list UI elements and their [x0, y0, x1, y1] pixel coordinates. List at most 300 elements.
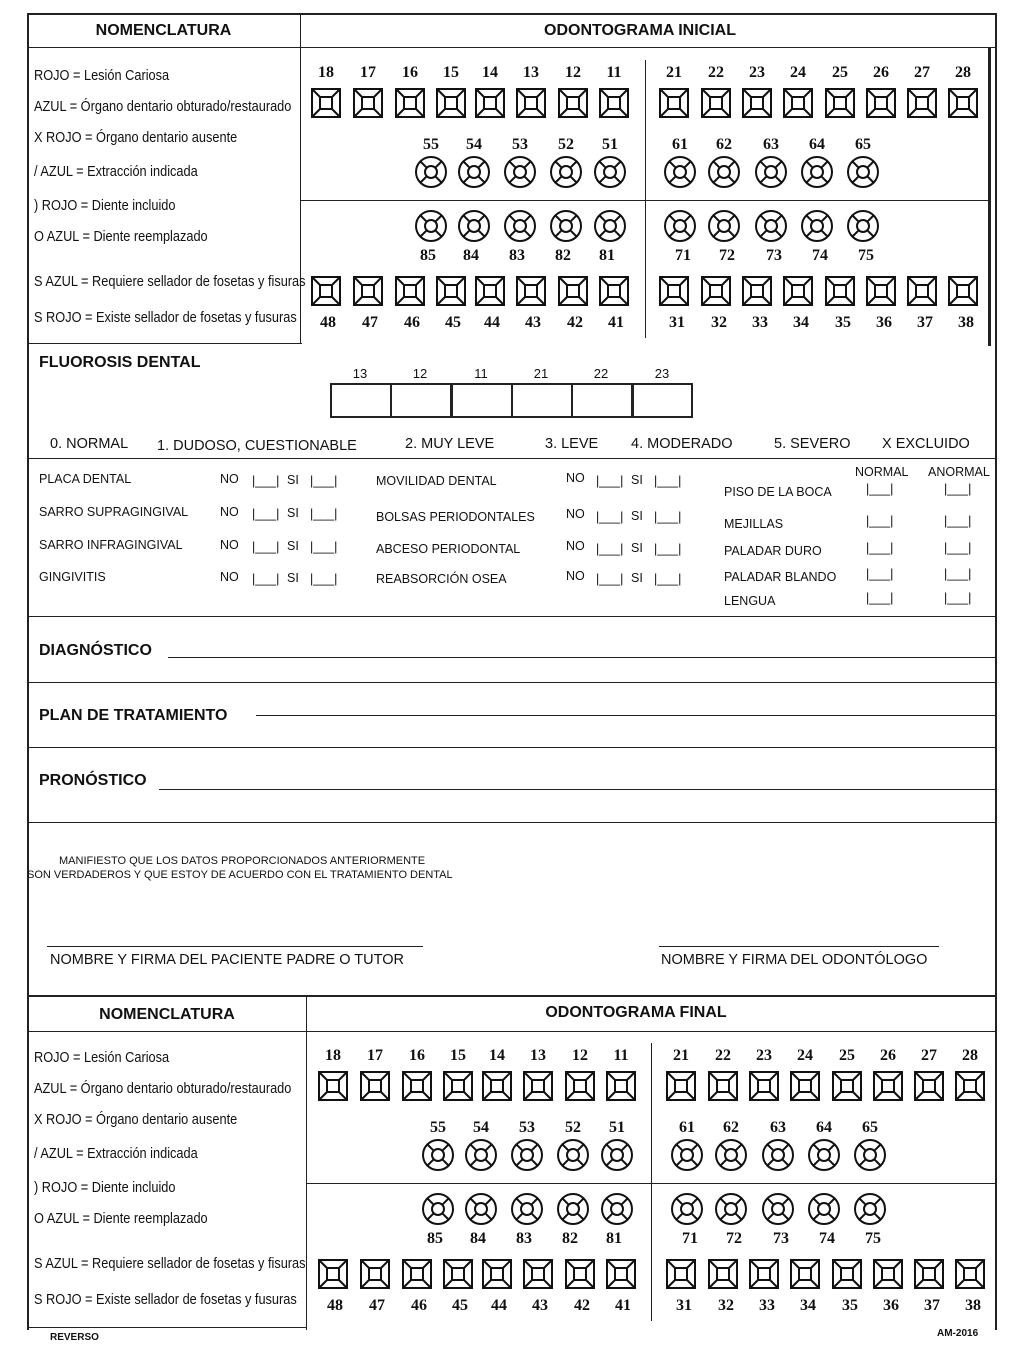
permanent-tooth-chart-47[interactable] [352, 275, 384, 307]
permanent-tooth-chart-14[interactable] [474, 87, 506, 119]
tooth-number: 72 [726, 1230, 742, 1247]
permanent-tooth-chart-25[interactable] [831, 1070, 863, 1102]
periodontal-item: GINGIVITIS [39, 570, 106, 584]
permanent-tooth-chart-41[interactable] [605, 1258, 637, 1290]
permanent-tooth-chart-27[interactable] [906, 87, 938, 119]
anormal-checkbox[interactable]: |___| [944, 514, 972, 528]
si-label: SI [287, 506, 299, 520]
si-label: SI [287, 473, 299, 487]
tooth-number: 16 [402, 64, 418, 81]
permanent-tooth-chart-45[interactable] [442, 1258, 474, 1290]
permanent-tooth-chart-11[interactable] [605, 1070, 637, 1102]
si-label: SI [631, 541, 643, 555]
nomenclature-item: O AZUL = Diente reemplazado [34, 229, 208, 245]
fluorosis-cell[interactable] [511, 383, 573, 418]
permanent-tooth-chart-47[interactable] [359, 1258, 391, 1290]
primary-tooth-chart-63[interactable] [761, 1138, 795, 1172]
permanent-tooth-chart-32[interactable] [700, 275, 732, 307]
soft-tissue-item: PALADAR BLANDO [724, 570, 837, 584]
tooth-number: 34 [800, 1297, 816, 1314]
permanent-tooth-chart-26[interactable] [865, 87, 897, 119]
no-checkbox[interactable]: |___| [596, 572, 624, 586]
primary-tooth-chart-72[interactable] [707, 209, 741, 243]
diagnostico-line[interactable] [168, 657, 995, 658]
si-label: SI [287, 571, 299, 585]
si-checkbox[interactable]: |___| [654, 510, 682, 524]
fluorosis-scale-item: 4. MODERADO [631, 436, 733, 452]
midline-divider [645, 60, 646, 338]
tooth-number: 51 [609, 1119, 625, 1136]
permanent-tooth-chart-45[interactable] [435, 275, 467, 307]
tooth-number: 42 [567, 314, 583, 331]
permanent-tooth-chart-13[interactable] [515, 87, 547, 119]
right-edge [988, 48, 991, 346]
nomenclature-item: X ROJO = Órgano dentario ausente [34, 130, 238, 146]
tooth-number: 26 [873, 64, 889, 81]
tooth-number: 82 [555, 247, 571, 264]
permanent-tooth-chart-17[interactable] [352, 87, 384, 119]
permanent-tooth-chart-21[interactable] [665, 1070, 697, 1102]
tooth-number: 51 [602, 136, 618, 153]
tooth-number: 27 [914, 64, 930, 81]
tooth-number: 25 [839, 1047, 855, 1064]
no-label: NO [220, 472, 239, 486]
no-label: NO [566, 539, 585, 553]
permanent-tooth-chart-24[interactable] [782, 87, 814, 119]
patient-signature-line[interactable] [47, 946, 423, 947]
primary-tooth-chart-73[interactable] [761, 1192, 795, 1226]
tooth-number: 13 [523, 64, 539, 81]
permanent-tooth-chart-44[interactable] [481, 1258, 513, 1290]
soft-tissue-item: LENGUA [724, 594, 776, 608]
permanent-tooth-chart-26[interactable] [872, 1070, 904, 1102]
fluorosis-scale-item: 5. SEVERO [774, 436, 851, 452]
no-label: NO [220, 505, 239, 519]
permanent-tooth-chart-38[interactable] [947, 275, 979, 307]
tooth-number: 37 [917, 314, 933, 331]
fluorosis-cell[interactable] [390, 383, 452, 418]
permanent-tooth-chart-17[interactable] [359, 1070, 391, 1102]
tooth-number: 84 [463, 247, 479, 264]
tooth-number: 21 [666, 64, 682, 81]
tooth-number: 33 [759, 1297, 775, 1314]
nomenclature-item: O AZUL = Diente reemplazado [34, 1211, 208, 1227]
si-label: SI [631, 509, 643, 523]
plan-line[interactable] [256, 715, 995, 716]
plan-label: PLAN DE TRATAMIENTO [39, 707, 228, 724]
pronostico-label: PRONÓSTICO [39, 772, 147, 789]
nomenclature-item: ROJO = Lesión Cariosa [34, 68, 170, 84]
consent-line-1: MANIFIESTO QUE LOS DATOS PROPORCIONADOS ANTERIORMENTE [59, 855, 426, 867]
primary-tooth-chart-75[interactable] [853, 1192, 887, 1226]
primary-tooth-chart-53[interactable] [503, 155, 537, 189]
permanent-tooth-chart-32[interactable] [707, 1258, 739, 1290]
permanent-tooth-chart-34[interactable] [789, 1258, 821, 1290]
primary-tooth-chart-51[interactable] [600, 1138, 634, 1172]
tooth-number: 64 [809, 136, 825, 153]
permanent-tooth-chart-43[interactable] [522, 1258, 554, 1290]
tooth-number: 22 [715, 1047, 731, 1064]
permanent-tooth-chart-12[interactable] [557, 87, 589, 119]
tooth-number: 24 [797, 1047, 813, 1064]
tooth-number: 18 [318, 64, 334, 81]
tooth-number: 22 [708, 64, 724, 81]
permanent-tooth-chart-22[interactable] [707, 1070, 739, 1102]
si-checkbox[interactable]: |___| [654, 572, 682, 586]
arch-divider [300, 200, 990, 201]
tooth-number: 81 [606, 1230, 622, 1247]
pronostico-line[interactable] [159, 789, 995, 790]
permanent-tooth-chart-33[interactable] [748, 1258, 780, 1290]
primary-tooth-chart-74[interactable] [807, 1192, 841, 1226]
primary-tooth-chart-72[interactable] [714, 1192, 748, 1226]
permanent-tooth-chart-28[interactable] [954, 1070, 986, 1102]
tooth-number: 53 [512, 136, 528, 153]
si-checkbox[interactable]: |___| [654, 542, 682, 556]
tooth-number: 72 [719, 247, 735, 264]
permanent-tooth-chart-34[interactable] [782, 275, 814, 307]
final-nomenclature-title: NOMENCLATURA [99, 1006, 235, 1023]
permanent-tooth-chart-44[interactable] [474, 275, 506, 307]
tooth-number: 35 [835, 314, 851, 331]
tooth-number: 52 [565, 1119, 581, 1136]
fluorosis-scale-item: 3. LEVE [545, 436, 599, 452]
no-label: NO [220, 538, 239, 552]
permanent-tooth-chart-36[interactable] [865, 275, 897, 307]
tooth-number: 17 [367, 1047, 383, 1064]
no-checkbox[interactable]: |___| [252, 507, 280, 521]
tooth-number: 45 [452, 1297, 468, 1314]
permanent-tooth-chart-46[interactable] [401, 1258, 433, 1290]
tooth-number: 46 [411, 1297, 427, 1314]
si-label: SI [631, 473, 643, 487]
final-midline-divider [651, 1043, 652, 1321]
no-checkbox[interactable]: |___| [596, 542, 624, 556]
primary-tooth-chart-64[interactable] [800, 155, 834, 189]
permanent-tooth-chart-37[interactable] [913, 1258, 945, 1290]
tooth-number: 48 [327, 1297, 343, 1314]
tooth-number: 31 [669, 314, 685, 331]
periodontal-item: SARRO SUPRAGINGIVAL [39, 505, 189, 519]
tooth-number: 28 [955, 64, 971, 81]
tooth-number: 73 [766, 247, 782, 264]
tooth-number: 85 [427, 1230, 443, 1247]
fluorosis-bottom [27, 458, 997, 459]
periodontal-bottom [27, 616, 997, 617]
permanent-tooth-chart-15[interactable] [435, 87, 467, 119]
permanent-tooth-chart-33[interactable] [741, 275, 773, 307]
tooth-number: 73 [773, 1230, 789, 1247]
permanent-tooth-chart-11[interactable] [598, 87, 630, 119]
permanent-tooth-chart-38[interactable] [954, 1258, 986, 1290]
tooth-number: 52 [558, 136, 574, 153]
diagnostico-bottom [27, 682, 997, 683]
nomenclature-item: S AZUL = Requiere sellador de fosetas y fisuras [34, 1256, 306, 1272]
permanent-tooth-chart-13[interactable] [522, 1070, 554, 1102]
si-checkbox[interactable]: |___| [310, 507, 338, 521]
no-checkbox[interactable]: |___| [596, 474, 624, 488]
tooth-number: 62 [723, 1119, 739, 1136]
tooth-number: 44 [484, 314, 500, 331]
tooth-number: 74 [812, 247, 828, 264]
primary-tooth-chart-55[interactable] [414, 155, 448, 189]
tooth-number: 34 [793, 314, 809, 331]
tooth-number: 75 [858, 247, 874, 264]
permanent-tooth-chart-36[interactable] [872, 1258, 904, 1290]
tooth-number: 11 [606, 64, 622, 81]
tooth-number: 82 [562, 1230, 578, 1247]
nomenclature-item: AZUL = Órgano dentario obturado/restaurado [34, 1081, 292, 1097]
tooth-number: 32 [718, 1297, 734, 1314]
tooth-number: 81 [599, 247, 615, 264]
tooth-number: 83 [516, 1230, 532, 1247]
pronostico-bottom [27, 822, 997, 823]
periodontal-item: SARRO INFRAGINGIVAL [39, 538, 183, 552]
tooth-number: 35 [842, 1297, 858, 1314]
tooth-number: 43 [525, 314, 541, 331]
permanent-tooth-chart-37[interactable] [906, 275, 938, 307]
tooth-number: 47 [362, 314, 378, 331]
si-checkbox[interactable]: |___| [310, 474, 338, 488]
fluorosis-cell[interactable] [330, 383, 392, 418]
tooth-number: 43 [532, 1297, 548, 1314]
primary-tooth-chart-75[interactable] [846, 209, 880, 243]
permanent-tooth-chart-18[interactable] [310, 87, 342, 119]
dentist-signature-label: NOMBRE Y FIRMA DEL ODONTÓLOGO [661, 952, 928, 968]
nomenclature-bottom [27, 343, 302, 344]
plan-bottom [27, 747, 997, 748]
fluorosis-tooth-number: 13 [352, 366, 368, 381]
tooth-number: 12 [572, 1047, 588, 1064]
anormal-checkbox[interactable]: |___| [944, 482, 972, 496]
fluorosis-cell[interactable] [451, 383, 513, 418]
fluorosis-cell[interactable] [571, 383, 633, 418]
permanent-tooth-chart-14[interactable] [481, 1070, 513, 1102]
tooth-number: 32 [711, 314, 727, 331]
nomenclature-item: ) ROJO = Diente incluido [34, 1180, 176, 1196]
primary-tooth-chart-61[interactable] [670, 1138, 704, 1172]
periodontal-item: BOLSAS PERIODONTALES [376, 510, 535, 524]
primary-tooth-chart-53[interactable] [510, 1138, 544, 1172]
tooth-number: 31 [676, 1297, 692, 1314]
primary-tooth-chart-82[interactable] [549, 209, 583, 243]
dentist-signature-line[interactable] [659, 946, 939, 947]
nomenclature-item: AZUL = Órgano dentario obturado/restaurado [34, 99, 292, 115]
primary-tooth-chart-61[interactable] [663, 155, 697, 189]
permanent-tooth-chart-27[interactable] [913, 1070, 945, 1102]
tooth-number: 71 [682, 1230, 698, 1247]
primary-tooth-chart-71[interactable] [670, 1192, 704, 1226]
tooth-number: 63 [770, 1119, 786, 1136]
primary-tooth-chart-74[interactable] [800, 209, 834, 243]
permanent-tooth-chart-42[interactable] [557, 275, 589, 307]
tooth-number: 61 [672, 136, 688, 153]
tooth-number: 26 [880, 1047, 896, 1064]
fluorosis-title: FLUOROSIS DENTAL [39, 354, 201, 371]
normal-checkbox[interactable]: |___| [866, 482, 894, 496]
tooth-number: 85 [420, 247, 436, 264]
diagnostico-label: DIAGNÓSTICO [39, 642, 152, 659]
fluorosis-tooth-number: 11 [474, 366, 488, 381]
permanent-tooth-chart-48[interactable] [317, 1258, 349, 1290]
tooth-number: 15 [450, 1047, 466, 1064]
primary-tooth-chart-81[interactable] [593, 209, 627, 243]
no-checkbox[interactable]: |___| [596, 510, 624, 524]
permanent-tooth-chart-25[interactable] [824, 87, 856, 119]
tooth-number: 18 [325, 1047, 341, 1064]
normal-checkbox[interactable]: |___| [866, 591, 894, 605]
tooth-number: 15 [443, 64, 459, 81]
permanent-tooth-chart-46[interactable] [394, 275, 426, 307]
tooth-number: 61 [679, 1119, 695, 1136]
fluorosis-scale-item: 2. MUY LEVE [405, 436, 495, 452]
patient-signature-label: NOMBRE Y FIRMA DEL PACIENTE PADRE O TUTOR [50, 952, 404, 968]
permanent-tooth-chart-28[interactable] [947, 87, 979, 119]
primary-tooth-chart-62[interactable] [707, 155, 741, 189]
tooth-number: 42 [574, 1297, 590, 1314]
si-checkbox[interactable]: |___| [310, 540, 338, 554]
permanent-tooth-chart-15[interactable] [442, 1070, 474, 1102]
tooth-number: 71 [675, 247, 691, 264]
nomenclature-item: S ROJO = Existe sellador de fosetas y fusuras [34, 1292, 297, 1308]
tooth-number: 44 [491, 1297, 507, 1314]
no-label: NO [566, 569, 585, 583]
primary-tooth-chart-71[interactable] [663, 209, 697, 243]
tooth-number: 27 [921, 1047, 937, 1064]
tooth-number: 21 [673, 1047, 689, 1064]
primary-tooth-chart-83[interactable] [503, 209, 537, 243]
nomenclature-item: S ROJO = Existe sellador de fosetas y fusuras [34, 310, 297, 326]
fluorosis-tooth-number: 21 [533, 366, 549, 381]
permanent-tooth-chart-35[interactable] [824, 275, 856, 307]
final-header-divider [27, 1031, 997, 1032]
primary-tooth-chart-84[interactable] [457, 209, 491, 243]
anormal-checkbox[interactable]: |___| [944, 567, 972, 581]
permanent-tooth-chart-43[interactable] [515, 275, 547, 307]
anormal-header: ANORMAL [928, 465, 990, 479]
tooth-number: 65 [862, 1119, 878, 1136]
nomenclature-item: X ROJO = Órgano dentario ausente [34, 1112, 238, 1128]
primary-tooth-chart-73[interactable] [754, 209, 788, 243]
tooth-number: 24 [790, 64, 806, 81]
tooth-number: 53 [519, 1119, 535, 1136]
normal-checkbox[interactable]: |___| [866, 541, 894, 555]
tooth-number: 38 [958, 314, 974, 331]
permanent-tooth-chart-18[interactable] [317, 1070, 349, 1102]
primary-tooth-chart-65[interactable] [846, 155, 880, 189]
tooth-number: 55 [430, 1119, 446, 1136]
permanent-tooth-chart-12[interactable] [564, 1070, 596, 1102]
permanent-tooth-chart-31[interactable] [658, 275, 690, 307]
final-nomenclature-divider [306, 995, 307, 1330]
tooth-number: 63 [763, 136, 779, 153]
permanent-tooth-chart-23[interactable] [741, 87, 773, 119]
footer-reverso: REVERSO [50, 1332, 99, 1343]
si-checkbox[interactable]: |___| [310, 572, 338, 586]
soft-tissue-item: MEJILLAS [724, 517, 784, 531]
permanent-tooth-chart-23[interactable] [748, 1070, 780, 1102]
primary-tooth-chart-81[interactable] [600, 1192, 634, 1226]
primary-tooth-chart-52[interactable] [556, 1138, 590, 1172]
tooth-number: 64 [816, 1119, 832, 1136]
primary-tooth-chart-84[interactable] [464, 1192, 498, 1226]
periodontal-item: ABCESO PERIODONTAL [376, 542, 521, 556]
si-label: SI [287, 539, 299, 553]
permanent-tooth-chart-41[interactable] [598, 275, 630, 307]
tooth-number: 38 [965, 1297, 981, 1314]
nomenclature-item: S AZUL = Requiere sellador de fosetas y fisuras [34, 274, 306, 290]
normal-checkbox[interactable]: |___| [866, 567, 894, 581]
normal-checkbox[interactable]: |___| [866, 514, 894, 528]
periodontal-item: MOVILIDAD DENTAL [376, 474, 497, 488]
si-checkbox[interactable]: |___| [654, 474, 682, 488]
permanent-tooth-chart-48[interactable] [310, 275, 342, 307]
tooth-number: 28 [962, 1047, 978, 1064]
tooth-number: 41 [615, 1297, 631, 1314]
primary-tooth-chart-54[interactable] [464, 1138, 498, 1172]
primary-tooth-chart-85[interactable] [421, 1192, 455, 1226]
primary-tooth-chart-54[interactable] [457, 155, 491, 189]
fluorosis-tooth-number: 23 [654, 366, 670, 381]
anormal-checkbox[interactable]: |___| [944, 541, 972, 555]
primary-tooth-chart-82[interactable] [556, 1192, 590, 1226]
no-checkbox[interactable]: |___| [252, 572, 280, 586]
fluorosis-scale-item: 0. NORMAL [50, 436, 129, 452]
fluorosis-cell[interactable] [632, 383, 693, 418]
no-label: NO [566, 507, 585, 521]
tooth-number: 41 [608, 314, 624, 331]
tooth-number: 47 [369, 1297, 385, 1314]
tooth-number: 17 [360, 64, 376, 81]
primary-tooth-chart-63[interactable] [754, 155, 788, 189]
tooth-number: 54 [473, 1119, 489, 1136]
final-arch-divider [306, 1183, 996, 1184]
permanent-tooth-chart-16[interactable] [401, 1070, 433, 1102]
primary-tooth-chart-64[interactable] [807, 1138, 841, 1172]
primary-tooth-chart-52[interactable] [549, 155, 583, 189]
tooth-number: 37 [924, 1297, 940, 1314]
tooth-number: 48 [320, 314, 336, 331]
primary-tooth-chart-85[interactable] [414, 209, 448, 243]
permanent-tooth-chart-42[interactable] [564, 1258, 596, 1290]
no-checkbox[interactable]: |___| [252, 540, 280, 554]
primary-tooth-chart-55[interactable] [421, 1138, 455, 1172]
permanent-tooth-chart-35[interactable] [831, 1258, 863, 1290]
primary-tooth-chart-51[interactable] [593, 155, 627, 189]
tooth-number: 46 [404, 314, 420, 331]
permanent-tooth-chart-24[interactable] [789, 1070, 821, 1102]
permanent-tooth-chart-16[interactable] [394, 87, 426, 119]
tooth-number: 54 [466, 136, 482, 153]
primary-tooth-chart-65[interactable] [853, 1138, 887, 1172]
primary-tooth-chart-83[interactable] [510, 1192, 544, 1226]
primary-tooth-chart-62[interactable] [714, 1138, 748, 1172]
fluorosis-scale-item: X EXCLUIDO [882, 436, 970, 452]
nomenclature-divider [300, 13, 301, 343]
permanent-tooth-chart-31[interactable] [665, 1258, 697, 1290]
periodontal-item: PLACA DENTAL [39, 472, 132, 486]
tooth-number: 12 [565, 64, 581, 81]
anormal-checkbox[interactable]: |___| [944, 591, 972, 605]
tooth-number: 74 [819, 1230, 835, 1247]
tooth-number: 36 [876, 314, 892, 331]
tooth-number: 45 [445, 314, 461, 331]
tooth-number: 14 [489, 1047, 505, 1064]
no-checkbox[interactable]: |___| [252, 474, 280, 488]
permanent-tooth-chart-22[interactable] [700, 87, 732, 119]
permanent-tooth-chart-21[interactable] [658, 87, 690, 119]
tooth-number: 75 [865, 1230, 881, 1247]
